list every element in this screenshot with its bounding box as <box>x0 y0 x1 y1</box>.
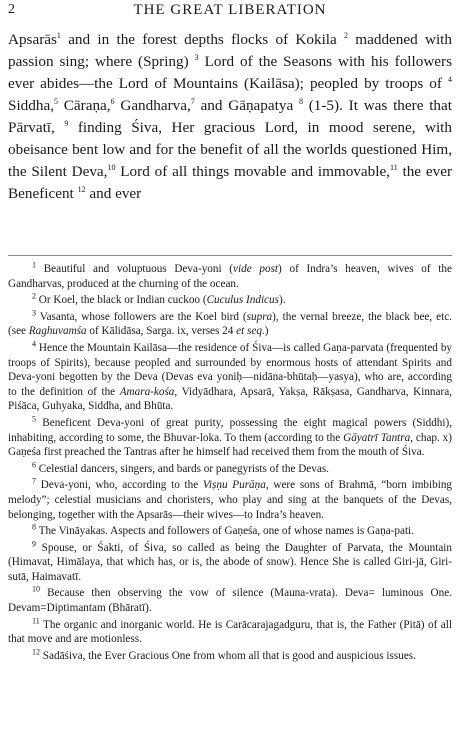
footnote-ref-7: 7 <box>190 96 195 106</box>
footnote-5: $^5$ Beneficent Deva-yoni of great purity, possessing the eight magical powers (Siddhi), inhabiting, according to some, the Bhuvar-loka. To them (according to the Gāyatrī Tantra, chap. x) Gaṇeśa first preached the Tantras after he himself had received them from the mouth of Śiva. <box>8 414 453 459</box>
footnote-10: $^{10}$ Because then observing the vow of silence (Mauna-vrata). Deva= luminous One. Devam=Diptimantam (Bhāratī). <box>8 584 452 615</box>
footnote-ref-2: 2 <box>344 30 349 40</box>
footnote-4: $^4$ Hence the Mountain Kailāsa—the residence of Śiva—is called Gaṇa-parvata (frequented by troops of Spirits), because peopled and surrounded by enormous hosts of attendant Spirits and Deva-yoni begotten by the Deva (Devas eva yoniḥ—nidāna-bhūtaḥ—yasya), who are, according to the definition of the Amara-kośa, Vidyādhara, Apsarā, Yakṣa, Rākṣasa, Gandharva, Kinnara, Piśāca, Guhyaka, Siddha, and Bhūta. <box>8 339 453 413</box>
footnote-ref-8: 8 <box>298 96 303 106</box>
footnotes <box>8 262 452 665</box>
footnote-divider <box>8 255 452 256</box>
footnote-11: $^{11}$ The organic and inorganic world. He is Carācarajagadguru, that is, the Father (Pitā) of all that move and are motionless. <box>8 615 452 646</box>
footnote-3: $^3$ Vasanta, whose followers are the Koel bird (supra), the vernal breeze, the black bee, etc. (see Raghuvamśa of Kālidāsa, Sarga. ix, verses 24 et seq.) <box>8 308 452 338</box>
footnote-8: $^8$ The Vināyakas. Aspects and followers of Gaṇeśa, one of whose names is Gaṇa-pati. <box>32 522 414 538</box>
running-title: THE GREAT LIBERATION <box>133 2 327 18</box>
footnote-2: $^2$ Or Koel, the black or Indian cuckoo (Cuculus Indicus). <box>32 291 286 307</box>
footnote-ref-11: 11 <box>389 162 398 172</box>
footnote-1: $^1$ Beautiful and voluptuous Deva-yoni (vide post) of Indra’s heaven, wives of the Gandharvas, produced at the churning of the ocean. <box>8 260 452 290</box>
footnote-12: $^{12}$ Sadāśiva, the Ever Gracious One from whom all that is good and auspicious issues. <box>32 647 416 662</box>
footnote-ref-4: 4 <box>448 74 452 84</box>
footnote-9: $^9$ Spouse, or Śakti, of Śiva, so called as being the Daughter of Parvata, the Mountain (Himavat, Himālaya, that which has, or is, the abode of snow). Hence She is called Giri-jā, Giri-sutā, Haimavatī. <box>8 538 452 583</box>
footnote-ref-5: 5 <box>54 96 58 106</box>
footnote-ref-12: 12 <box>77 184 86 194</box>
footnote-6: $^6$ Celestial dancers, singers, and bards or panegyrists of the Devas. <box>32 459 329 475</box>
footnote-ref-1: 1 <box>56 30 61 40</box>
running-header <box>0 0 460 22</box>
footnote-ref-3: 3 <box>194 52 199 62</box>
main-text: Apsarās$^1$ and in the forest depths flocks of Kokila $^2$ maddened with passion sing; where (Spring) $^3$ Lord of the Seasons with his followers ever abides—the Lord of Mountains (Kailāsa); peopled by troops of $^4$ Siddha,$^5$ Cāraṇa,$^6$ Gandharva,$^7$ and Gāṇapatya $^8$ (1-5). It was there that Pārvatī, $^9$ finding Śiva, Her gracious Lord, in mood serene, with obeisance bent low and for the benefit of all the worlds questioned Him, the Silent Deva,$^{10}$ Lord of all things movable and immovable,$^{11}$ the ever Beneficent $^{12}$ and ever <box>8 30 453 202</box>
page-number: 2 <box>8 2 15 17</box>
footnote-ref-6: 6 <box>110 96 115 106</box>
footnote-ref-10: 10 <box>107 162 116 172</box>
footnote-7: $^7$ Deva-yoni, who, according to the Viṣṇu Purāṇa, were sons of Brahmā, “born imbibing melody”; celestial musicians and choristers, who play and sing at the banquets of the Devas, belonging, together with the Apsarās—their wives—to Indra’s heaven. <box>8 476 453 521</box>
footnote-ref-9: 9 <box>64 118 69 128</box>
